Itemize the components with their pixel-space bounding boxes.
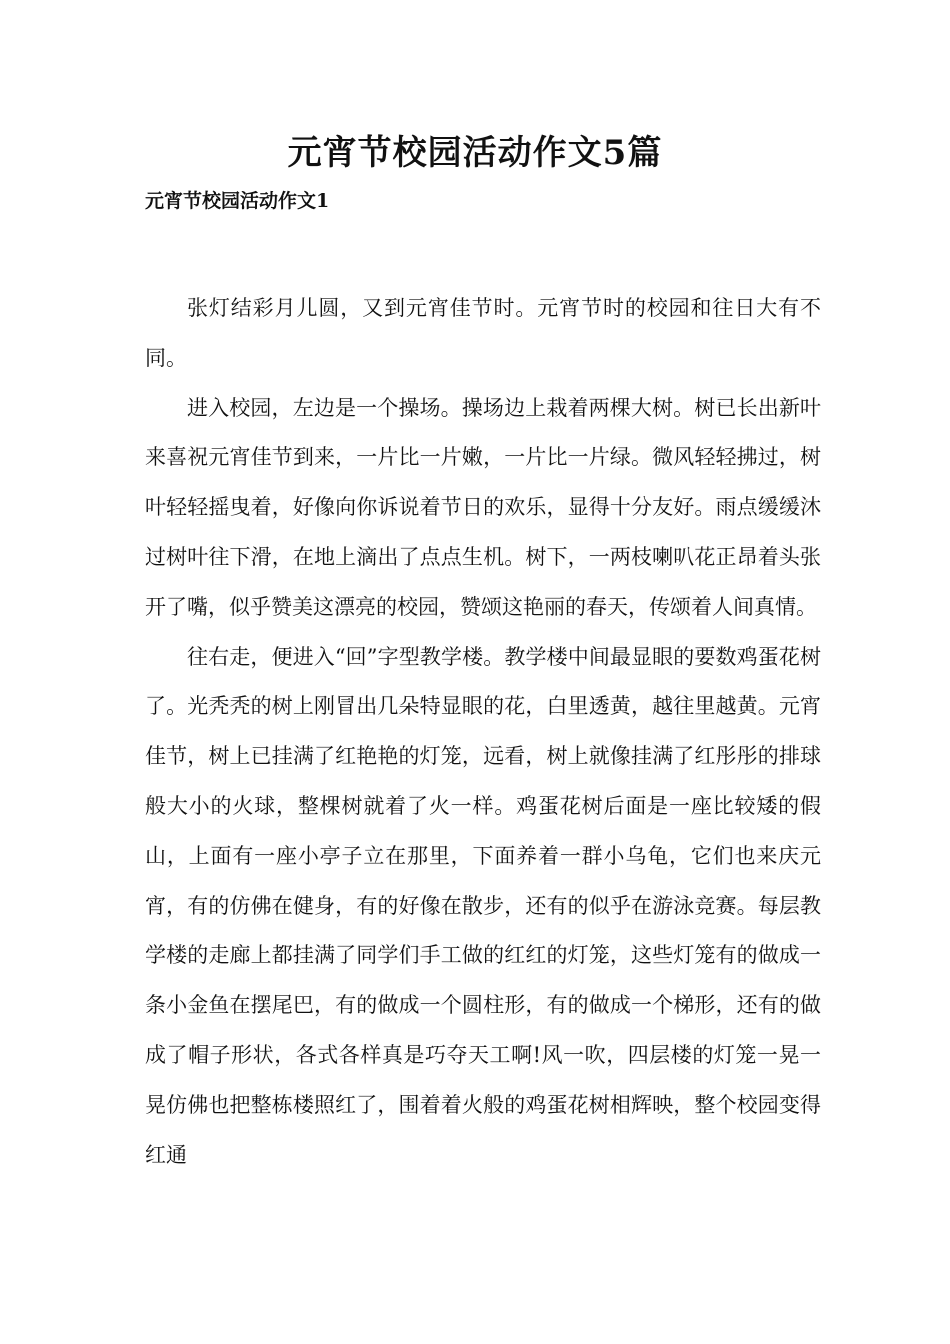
paragraph-3: 往右走，便进入“回”字型教学楼。教学楼中间最显眼的要数鸡蛋花树了。光秃秃的树上刚冒出几朵特显眼的花，白里透黄，越往里越黄。元宵佳节，树上已挂满了红艳艳的灯笼，远看，树上就像挂满了红彤彤的排球般大小的火球，整棵树就着了火一样。鸡蛋花树后面是一座比较矮的假山，上面有一座小亭子立在那里，下面养着一群小乌龟，它们也来庆元宵，有的仿佛在健身，有的好像在散步，还有的似乎在游泳竞赛。每层教学楼的走廊上都挂满了同学们手工做的红红的灯笼，这些灯笼有的做成一条小金鱼在摆尾巴，有的做成一个圆柱形，有的做成一个梯形，还有的做成了帽子形状，各式各样真是巧夺天工啊!风一吹，四层楼的灯笼一晃一晃仿佛也把整栋楼照红了，围着着火般的鸡蛋花树相辉映，整个校园变得红通 xyxy=(145,644,821,1167)
paragraph-1: 张灯结彩月儿圆，又到元宵佳节时。元宵节时的校园和往日大有不同。 xyxy=(145,296,821,370)
section-heading: 元宵节校园活动作文1 xyxy=(145,190,330,212)
document-title: 元宵节校园活动作文5篇 xyxy=(287,133,663,173)
paragraph-2: 进入校园，左边是一个操场。操场边上栽着两棵大树。树已长出新叶来喜祝元宵佳节到来，一片比一片嫩，一片比一片绿。微风轻轻拂过，树叶轻轻摇曳着，好像向你诉说着节日的欢乐，显得十分友好。雨点缓缓沐过树叶往下滑，在地上滴出了点点生机。树下，一两枝喇叭花正昂着头张开了嘴，似乎赞美这漂亮的校园，赞颂这艳丽的春天，传颂着人间真情。 xyxy=(145,395,821,619)
document-body xyxy=(145,284,821,1180)
